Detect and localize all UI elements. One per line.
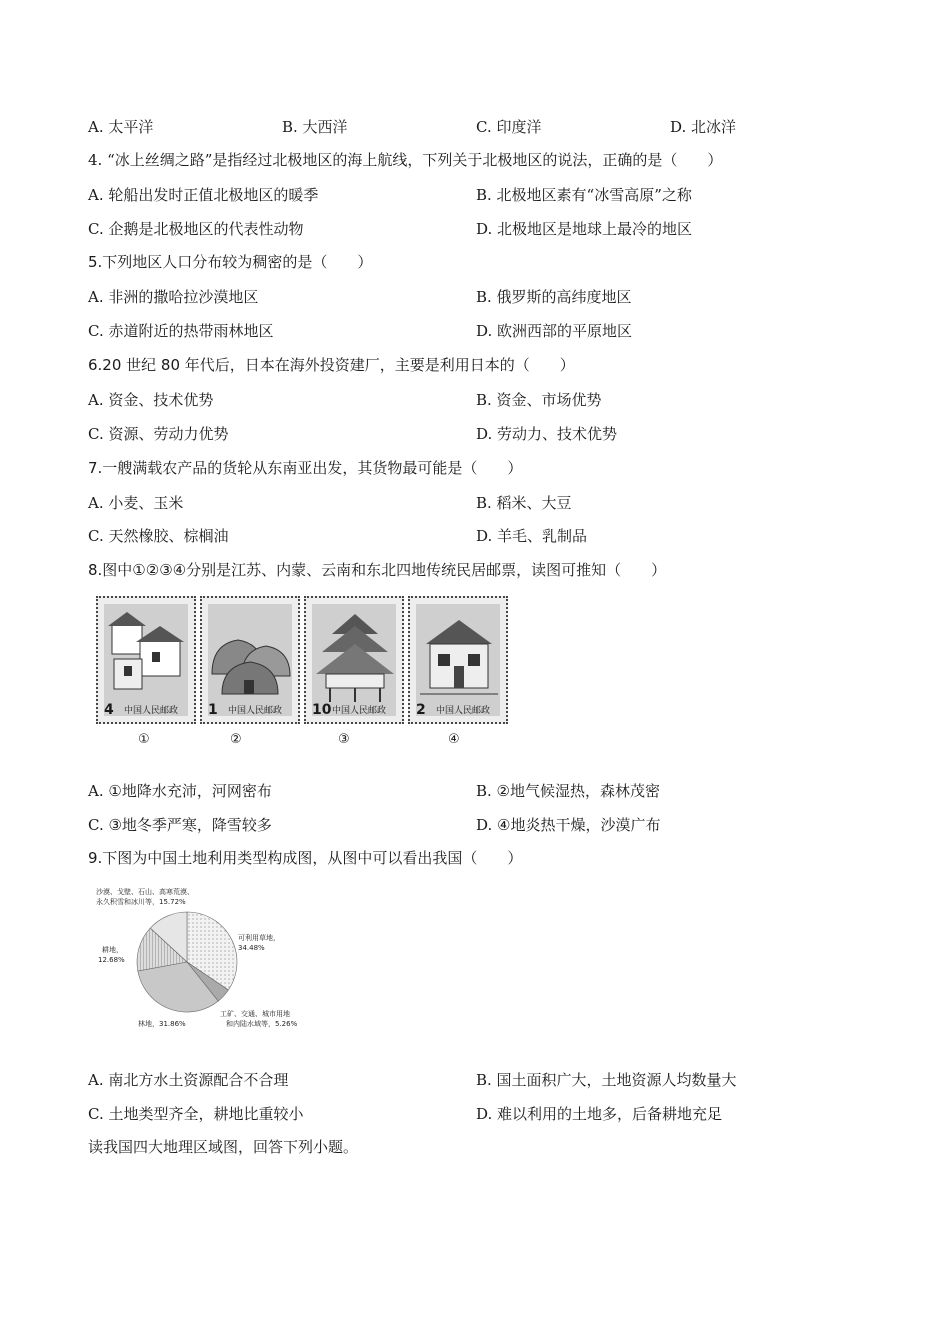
q7-option-c: C. 天然橡胶、棕榈油 — [88, 527, 229, 545]
house-northeast-icon — [416, 604, 502, 716]
q3-option-b: B. 大西洋 — [282, 118, 348, 136]
q7-stem: 7.一艘满载农产品的货轮从东南亚出发，其货物最可能是（ ） — [88, 459, 523, 477]
label-grass-pct: 34.48% — [238, 944, 265, 952]
section-intro: 读我国四大地理区域图，回答下列小题。 — [88, 1138, 359, 1156]
stamp-2-value: 1 — [208, 702, 218, 718]
q8-option-a: A. ①地降水充沛，河网密布 — [88, 782, 272, 800]
q9-option-b: B. 国土面积广大，土地资源人均数量大 — [476, 1071, 737, 1089]
label-desert: 沙漠、戈壁、石山、高寒荒漠、 — [96, 888, 194, 896]
q3-option-a: A. 太平洋 — [88, 118, 154, 136]
label-forest: 林地，31.86% — [138, 1020, 186, 1028]
label-farm: 耕地， — [102, 946, 123, 954]
stamp-1-value: 4 — [104, 702, 114, 718]
stamp-1-number: ① — [138, 732, 150, 747]
q5-option-b: B. 俄罗斯的高纬度地区 — [476, 288, 632, 306]
stamp-4-value: 2 — [416, 702, 426, 718]
q7-option-d: D. 羊毛、乳制品 — [476, 527, 588, 545]
q6-option-a: A. 资金、技术优势 — [88, 391, 214, 409]
label-grass: 可利用草地， — [238, 934, 280, 942]
q7-option-a: A. 小麦、玉米 — [88, 494, 184, 512]
q3-option-c: C. 印度洋 — [476, 118, 542, 136]
label-urban-pct: 和内陆水域等，5.26% — [226, 1020, 298, 1028]
q6-option-c: C. 资源、劳动力优势 — [88, 425, 229, 443]
stamp-2-number: ② — [230, 732, 242, 747]
q9-option-d: D. 难以利用的土地多，后备耕地充足 — [476, 1105, 723, 1123]
label-desert-pct: 永久积雪和冰川等，15.72% — [96, 898, 186, 906]
q7-option-b: B. 稻米、大豆 — [476, 494, 572, 512]
q5-option-d: D. 欧洲西部的平原地区 — [476, 322, 633, 340]
stamp-4 — [408, 596, 508, 724]
q9-option-c: C. 土地类型齐全，耕地比重较小 — [88, 1105, 304, 1123]
label-urban: 工矿、交通、城市用地 — [220, 1010, 290, 1018]
q8-option-c: C. ③地冬季严寒，降雪较多 — [88, 816, 272, 834]
q8-stem: 8.图中①②③④分别是江苏、内蒙、云南和东北四地传统民居邮票，读图可推知（ ） — [88, 561, 667, 579]
label-farm-pct: 12.68% — [98, 956, 125, 964]
q4-option-b: B. 北极地区素有“冰雪高原”之称 — [476, 186, 692, 204]
stamp-1 — [96, 596, 196, 724]
land-use-pie-chart — [92, 882, 312, 1040]
q5-option-a: A. 非洲的撒哈拉沙漠地区 — [88, 288, 259, 306]
stamp-3-text: 中国人民邮政 — [332, 706, 387, 716]
q6-option-b: B. 资金、市场优势 — [476, 391, 602, 409]
stamp-2-text: 中国人民邮政 — [228, 706, 283, 716]
stamp-3-value: 10 — [312, 702, 332, 718]
stamp-3-number: ③ — [338, 732, 350, 747]
q9-stem: 9.下图为中国土地利用类型构成图，从图中可以看出我国（ ） — [88, 849, 523, 867]
q6-option-d: D. 劳动力、技术优势 — [476, 425, 618, 443]
stamps-figure — [96, 592, 514, 752]
stamp-1-text: 中国人民邮政 — [124, 706, 179, 716]
yurt-icon — [208, 604, 294, 716]
stilt-house-icon — [312, 604, 398, 716]
q3-option-d: D. 北冰洋 — [670, 118, 737, 136]
q4-option-a: A. 轮船出发时正值北极地区的暖季 — [88, 186, 319, 204]
q8-option-d: D. ④地炎热干燥，沙漠广布 — [476, 816, 661, 834]
q8-option-b: B. ②地气候湿热，森林茂密 — [476, 782, 661, 800]
stamp-4-text: 中国人民邮政 — [436, 706, 491, 716]
q9-option-a: A. 南北方水土资源配合不合理 — [88, 1071, 289, 1089]
stamp-4-number: ④ — [448, 732, 460, 747]
stamp-2 — [200, 596, 300, 724]
stamp-3 — [304, 596, 404, 724]
q5-stem: 5.下列地区人口分布较为稠密的是（ ） — [88, 253, 373, 271]
q6-stem: 6.20 世纪 80 年代后，日本在海外投资建厂，主要是利用日本的（ ） — [88, 356, 575, 374]
q4-option-c: C. 企鹅是北极地区的代表性动物 — [88, 220, 304, 238]
q5-option-c: C. 赤道附近的热带雨林地区 — [88, 322, 274, 340]
q4-option-d: D. 北极地区是地球上最冷的地区 — [476, 220, 693, 238]
q4-stem: 4. “冰上丝绸之路”是指经过北极地区的海上航线，下列关于北极地区的说法，正确的是（ ） — [88, 151, 723, 169]
house-jiangsu-icon — [104, 604, 190, 716]
